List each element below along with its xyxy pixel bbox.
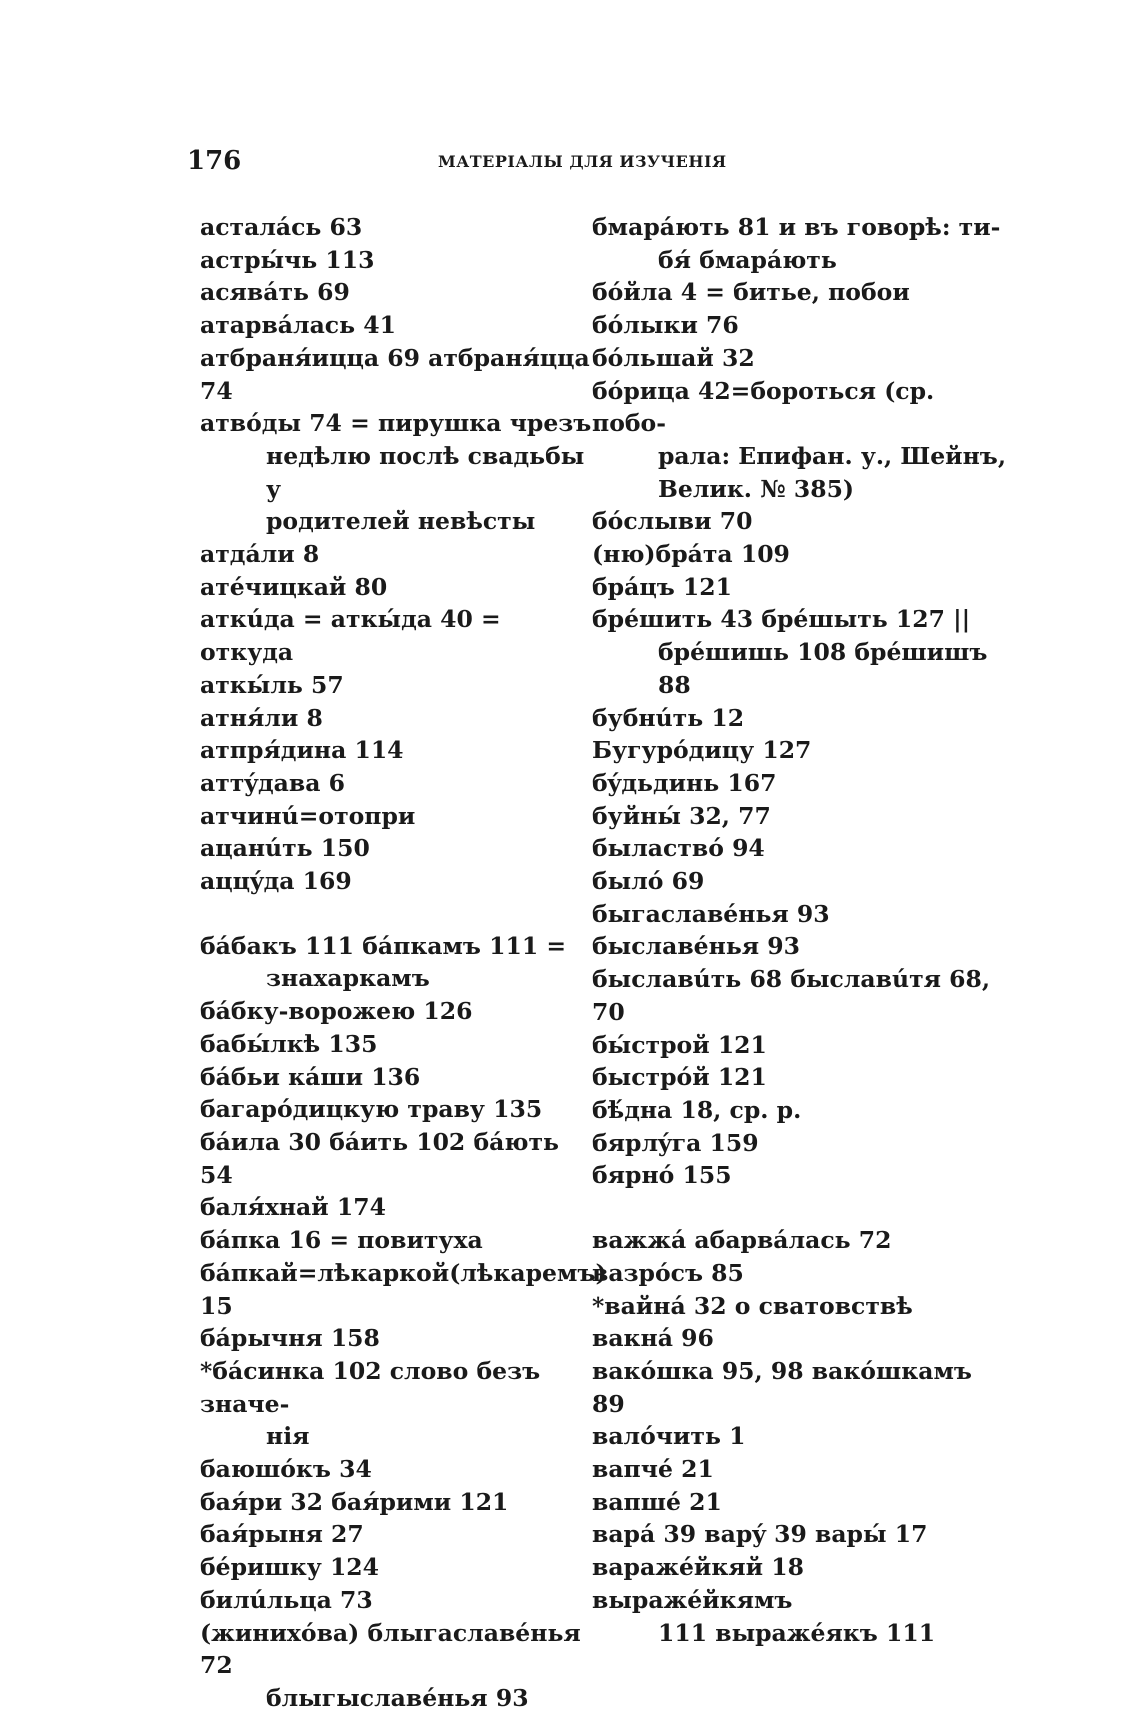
index-entry: [200, 1322, 595, 1355]
index-entry: [200, 702, 595, 735]
index-entry: [592, 276, 1012, 309]
left-column: [200, 211, 607, 1715]
index-entry: [592, 1029, 1012, 1062]
index-entry: [592, 702, 1012, 735]
entry-line: бабы́лкѣ 135: [200, 1029, 378, 1058]
entry-continuation: рала: Епифан. у., Шейнъ,: [658, 441, 1007, 470]
index-entry: [592, 538, 1012, 571]
entry-line: астры́чь 113: [200, 245, 375, 274]
index-entry: [200, 800, 595, 833]
entry-line: Бугурóдицу 127: [592, 736, 812, 765]
entry-line: быгаславéнья 93: [592, 899, 830, 928]
index-entry: [200, 1551, 595, 1584]
entry-line: бярнó 155: [592, 1161, 732, 1190]
index-entry: [592, 505, 1012, 538]
index-entry: [592, 603, 1012, 701]
entry-line: быславúть 68 быславúтя 68, 70: [592, 965, 991, 1026]
entry-line: брéшить 43 брéшыть 127 ||: [592, 605, 971, 634]
index-entry: [200, 1453, 595, 1486]
entry-line: валóчить 1: [592, 1422, 746, 1451]
entry-line: ацанúть 150: [200, 834, 370, 863]
index-entry: [200, 309, 595, 342]
entry-line: атня́ли 8: [200, 703, 323, 732]
entry-line: бáпка 16 = повитуха: [200, 1226, 483, 1255]
entry-continuation: 111 выражéякъ 111: [658, 1618, 936, 1647]
index-entry: [592, 1322, 1012, 1355]
entry-line: бóлыки 76: [592, 311, 739, 340]
entry-line: (жинихóва) блыгаславéнья 72: [200, 1618, 581, 1680]
entry-line: атчинú=отопри: [200, 801, 416, 830]
index-entry: [200, 1224, 595, 1257]
entry-continuation: Велик. № 385): [658, 474, 855, 503]
entry-line: атдáли 8: [200, 540, 320, 569]
index-entry: [200, 603, 595, 668]
entry-line: бáрычня 158: [200, 1324, 380, 1353]
index-entry: [592, 309, 1012, 342]
entry-line: бýдьдинь 167: [592, 768, 777, 797]
entry-line: бéришку 124: [200, 1553, 379, 1582]
entry-line: бмарáють 81 и въ говорѣ: ти-: [592, 213, 1001, 241]
index-entry: [200, 734, 595, 767]
entry-continuation: блыгыславéнья 93: [266, 1683, 529, 1712]
entry-line: бáбку-ворожею 126: [200, 997, 473, 1026]
block-spacer: [200, 898, 595, 930]
index-entry: [200, 276, 595, 309]
entry-line: аткúда = аткы́да 40 = откуда: [200, 605, 501, 667]
entry-line: брáцъ 121: [592, 572, 732, 601]
index-entry: [592, 1551, 1012, 1649]
index-entry: [200, 244, 595, 277]
entry-line: бóслыви 70: [592, 507, 753, 536]
entry-line: быславéнья 93: [592, 932, 801, 961]
entry-line: бая́ри 32 бая́рими 121: [200, 1487, 509, 1516]
index-entry: [592, 342, 1012, 375]
index-entry: [592, 898, 1012, 931]
entry-line: бóйла 4 = битье, побои: [592, 278, 910, 307]
entry-line: *вайнá 32 о сватовствѣ: [592, 1291, 913, 1320]
entry-line: бáбакъ 111 бáпкамъ 111 =: [200, 931, 567, 960]
entry-line: билúльца 73: [200, 1585, 373, 1614]
left-block-a: [200, 211, 595, 898]
index-entry: [592, 1257, 1012, 1290]
index-entry: [592, 211, 1012, 276]
entry-line: аткы́ль 57: [200, 670, 344, 699]
entry-line: аттýдава 6: [200, 768, 345, 797]
index-entry: [592, 1224, 1012, 1257]
entry-line: быластвó 94: [592, 834, 765, 863]
entry-line: бубнúть 12: [592, 703, 745, 732]
entry-line: атбраня́ицца 69 атбраня́цца 74: [200, 343, 590, 405]
entry-line: асявáть 69: [200, 278, 350, 307]
index-entry: [592, 1061, 1012, 1094]
entry-line: бáбьи кáши 136: [200, 1062, 421, 1091]
entry-line: буйны́ 32, 77: [592, 801, 771, 830]
entry-line: *бáсинка 102 слово безъ значе-: [200, 1356, 541, 1418]
index-entry: [592, 375, 1012, 506]
entry-line: былó 69: [592, 867, 705, 896]
entry-line: атпря́дина 114: [200, 736, 404, 765]
index-entry: [592, 1159, 1012, 1192]
index-entry: [592, 1094, 1012, 1127]
index-entry: [200, 1191, 595, 1224]
index-entry: [592, 800, 1012, 833]
entry-line: бáила 30 бáить 102 бáють 54: [200, 1127, 559, 1189]
index-entry: [200, 407, 595, 538]
index-entry: [200, 1486, 595, 1519]
index-entry: [200, 995, 595, 1028]
entry-line: бáпкай=лѣкаркой(лѣкаремъ) 15: [200, 1258, 607, 1320]
entry-line: варá 39 варý 39 вары́ 17: [592, 1520, 928, 1549]
index-entry: [200, 1355, 595, 1453]
index-entry: [200, 1093, 595, 1126]
entry-continuation: бя́ бмарáють: [658, 245, 837, 274]
entry-continuation: родителей невѣсты: [266, 507, 536, 536]
entry-continuation: знахаркамъ: [266, 964, 430, 993]
index-entry: [200, 342, 595, 407]
index-entry: [200, 767, 595, 800]
index-entry: [592, 1290, 1012, 1323]
index-entry: [200, 1257, 607, 1322]
entry-line: вапшé 21: [592, 1487, 722, 1516]
index-entry: [200, 1061, 595, 1094]
index-entry: [200, 832, 595, 865]
index-entry: [200, 930, 595, 995]
index-entry: [200, 1028, 595, 1061]
entry-line: бóрица 42=бороться (ср. побо-: [592, 376, 935, 438]
index-entry: [592, 930, 1012, 963]
entry-line: аццýда 169: [200, 867, 352, 896]
index-entry: [592, 1420, 1012, 1453]
index-entry: [200, 669, 595, 702]
entry-line: бы́строй 121: [592, 1030, 767, 1059]
index-entry: [200, 1617, 595, 1715]
entry-line: (ню)брáта 109: [592, 540, 790, 569]
index-entry: [592, 571, 1012, 604]
entry-line: багарóдицкую траву 135: [200, 1095, 543, 1124]
index-entry: [592, 1486, 1012, 1519]
right-block-a: [592, 211, 1012, 1192]
right-block-b: [592, 1224, 1012, 1649]
index-entry: [200, 538, 595, 571]
index-entry: [200, 1126, 595, 1191]
left-block-b: [200, 930, 607, 1715]
index-entry: [200, 571, 595, 604]
index-entry: [200, 865, 595, 898]
entry-line: вакóшка 95, 98 вакóшкамъ 89: [592, 1356, 972, 1418]
entry-line: атвóды 74 = пирушка чрезъ: [200, 409, 592, 438]
entry-line: бярлýга 159: [592, 1128, 759, 1157]
entry-line: важжá абарвáлась 72: [592, 1226, 892, 1255]
page-number: 176: [187, 146, 242, 176]
index-entry: [592, 1355, 1012, 1420]
index-entry: [592, 1453, 1012, 1486]
entry-line: бóльшай 32: [592, 343, 755, 372]
entry-continuation: нія: [266, 1422, 310, 1451]
index-entry: [592, 734, 1012, 767]
index-entry: [592, 1518, 1012, 1551]
entry-line: баля́хнай 174: [200, 1193, 386, 1222]
entry-line: быстрóй 121: [592, 1063, 767, 1092]
index-entry: [592, 832, 1012, 865]
index-entry: [200, 1584, 595, 1617]
entry-line: бая́рыня 27: [200, 1520, 364, 1549]
entry-line: вазрóсъ 85: [592, 1258, 744, 1287]
entry-line: бѣ́дна 18, ср. р.: [592, 1095, 802, 1124]
index-entry: [592, 865, 1012, 898]
block-spacer: [592, 1192, 1012, 1224]
index-entry: [200, 1518, 595, 1551]
entry-line: атарвáлась 41: [200, 311, 396, 340]
entry-line: атéчицкай 80: [200, 572, 388, 601]
entry-continuation: брéшишь 108 брéшишъ 88: [658, 638, 988, 699]
running-title: МАТЕРІАЛЫ ДЛЯ ИЗУЧЕНІЯ: [438, 152, 727, 171]
entry-continuation: недѣлю послѣ свадьбы у: [266, 441, 585, 503]
entry-line: вапчé 21: [592, 1455, 714, 1484]
entry-line: асталáсь 63: [200, 213, 363, 241]
index-entry: [592, 1127, 1012, 1160]
index-entry: [200, 211, 595, 244]
index-entry: [592, 963, 1012, 1028]
entry-line: баюшóкъ 34: [200, 1455, 372, 1484]
right-column: [592, 211, 1012, 1649]
entry-line: варажéйкяй 18 выражéйкямъ: [592, 1553, 804, 1614]
entry-line: вакнá 96: [592, 1324, 714, 1353]
index-entry: [592, 767, 1012, 800]
